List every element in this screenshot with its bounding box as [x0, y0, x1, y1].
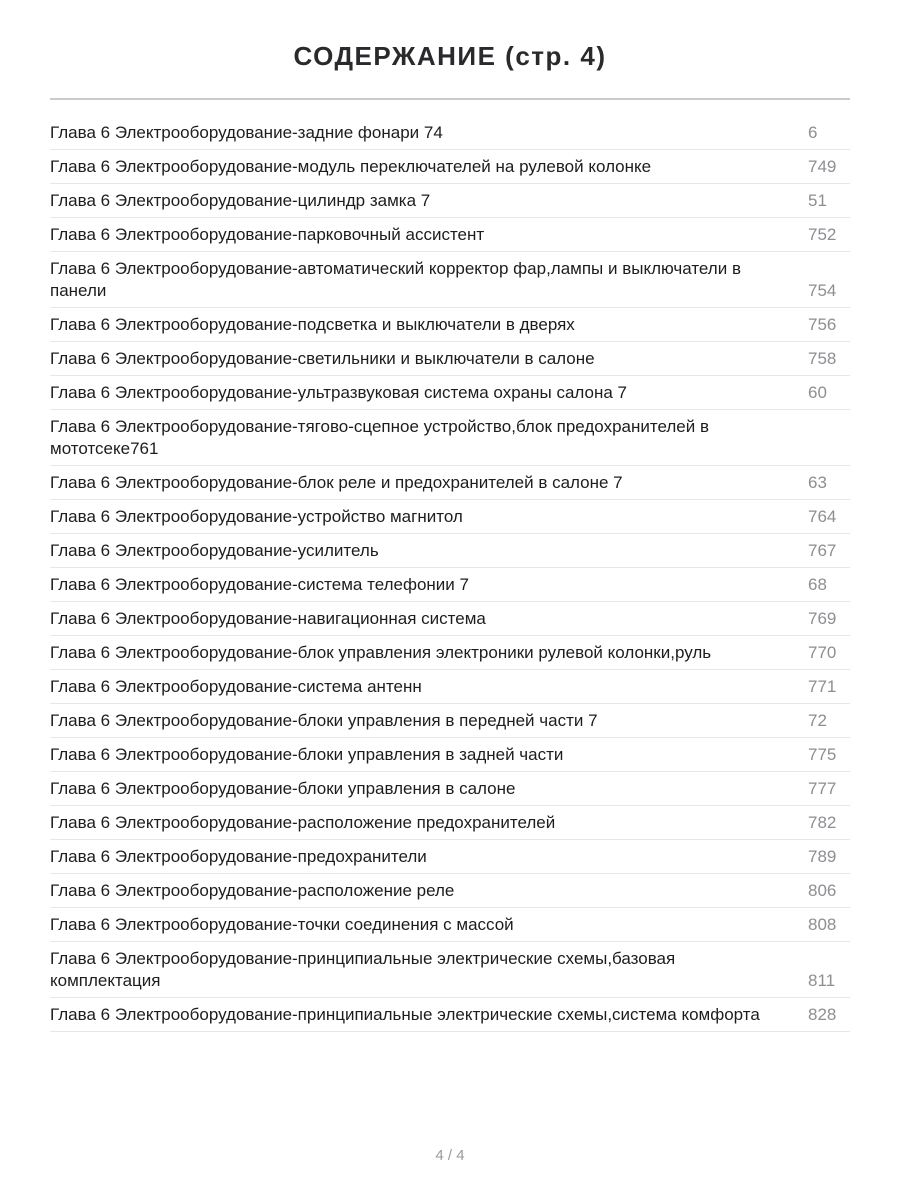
toc-entry-page: 51: [808, 191, 827, 210]
toc-entry[interactable]: [50, 308, 850, 342]
toc-entry-title: Глава 6 Электрооборудование-предохранители: [50, 847, 427, 866]
toc-entry-page: 811: [808, 971, 836, 990]
toc-entry[interactable]: [50, 150, 850, 184]
toc-entry-title: Глава 6 Электрооборудование-блоки управления в передней части 7: [50, 711, 598, 730]
toc-entry-page: 828: [808, 1005, 837, 1024]
toc-entry[interactable]: [50, 342, 850, 376]
toc-entry-title: Глава 6 Электрооборудование-цилиндр замка 7: [50, 191, 431, 210]
toc-entry[interactable]: [50, 874, 850, 908]
toc-entry-title: Глава 6 Электрооборудование-принципиальные электрические схемы,система комфорта: [50, 1005, 760, 1024]
toc-entry-title: Глава 6 Электрооборудование-парковочный ассистент: [50, 225, 485, 244]
toc-entry-page: 6: [808, 123, 818, 142]
toc-entry[interactable]: [50, 806, 850, 840]
toc-entry-title: Глава 6 Электрооборудование-модуль переключателей на рулевой колонке: [50, 157, 652, 176]
toc-entry[interactable]: [50, 998, 850, 1032]
toc-entry[interactable]: [50, 252, 850, 308]
toc-entry[interactable]: [50, 376, 850, 410]
toc-entry-page: 771: [808, 677, 837, 696]
toc-entry-page: 754: [808, 281, 837, 300]
toc-entry-title: Глава 6 Электрооборудование-тягово-сцепное устройство,блок предохранителей в мототсеке761: [50, 417, 709, 458]
toc-entry[interactable]: [50, 500, 850, 534]
toc-entry-page: 789: [808, 847, 837, 866]
toc-entry-title: Глава 6 Электрооборудование-навигационная система: [50, 609, 486, 628]
title-divider: [50, 98, 850, 100]
toc-entry-page: 775: [808, 745, 837, 764]
toc-entry-title: Глава 6 Электрооборудование-автоматический корректор фар,лампы и выключатели в панели: [50, 259, 741, 300]
toc-entry-page: 782: [808, 813, 837, 832]
toc-entry[interactable]: [50, 602, 850, 636]
toc-entry-page: 72: [808, 711, 827, 730]
toc-entry-title: Глава 6 Электрооборудование-блок реле и предохранителей в салоне 7: [50, 473, 623, 492]
toc-entry-page: 756: [808, 315, 837, 334]
toc-entry-page: 770: [808, 643, 837, 662]
toc-entry[interactable]: [50, 942, 850, 998]
toc-entry-title: Глава 6 Электрооборудование-подсветка и выключатели в дверях: [50, 315, 575, 334]
toc-entry[interactable]: [50, 410, 850, 466]
toc-entry[interactable]: [50, 636, 850, 670]
toc-entry-page: 60: [808, 383, 827, 402]
toc-entry[interactable]: [50, 840, 850, 874]
toc-entry-title: Глава 6 Электрооборудование-система телефонии 7: [50, 575, 469, 594]
page-title: СОДЕРЖАНИЕ (стр. 4): [293, 41, 607, 71]
toc-entry-title: Глава 6 Электрооборудование-ультразвуковая система охраны салона 7: [50, 383, 627, 402]
toc-entry-title: Глава 6 Электрооборудование-усилитель: [50, 541, 379, 560]
toc-entry-page: 777: [808, 779, 837, 798]
toc-entry-title: Глава 6 Электрооборудование-задние фонари 74: [50, 123, 443, 142]
toc-entry[interactable]: [50, 184, 850, 218]
toc-entry[interactable]: [50, 534, 850, 568]
toc-entry[interactable]: [50, 704, 850, 738]
toc-entry-title: Глава 6 Электрооборудование-блок управления электроники рулевой колонки,руль: [50, 643, 712, 662]
toc-entry[interactable]: [50, 218, 850, 252]
toc-entry[interactable]: [50, 466, 850, 500]
toc-entry-title: Глава 6 Электрооборудование-устройство магнитол: [50, 507, 463, 526]
page-indicator: 4 / 4: [435, 1147, 465, 1164]
toc-entry-page: 749: [808, 157, 837, 176]
toc-entry[interactable]: [50, 908, 850, 942]
toc-entry-page: 752: [808, 225, 837, 244]
toc-entry[interactable]: [50, 116, 850, 150]
toc-entry-page: 764: [808, 507, 837, 526]
toc-entry-page: 63: [808, 473, 827, 492]
toc-entry-title: Глава 6 Электрооборудование-принципиальные электрические схемы,базовая комплектация: [50, 949, 676, 990]
toc-entry[interactable]: [50, 738, 850, 772]
toc-entry-page: 758: [808, 349, 837, 368]
toc-entry-title: Глава 6 Электрооборудование-точки соединения с массой: [50, 915, 514, 934]
toc-entry[interactable]: [50, 772, 850, 806]
toc-entry-title: Глава 6 Электрооборудование-расположение предохранителей: [50, 813, 556, 832]
toc-entry-title: Глава 6 Электрооборудование-светильники и выключатели в салоне: [50, 349, 595, 368]
toc-list: [50, 116, 850, 1032]
toc-entry-page: 808: [808, 915, 837, 934]
toc-entry-title: Глава 6 Электрооборудование-расположение реле: [50, 881, 455, 900]
toc-entry-page: 769: [808, 609, 837, 628]
toc-entry-page: 68: [808, 575, 827, 594]
toc-entry[interactable]: [50, 568, 850, 602]
toc-entry-title: Глава 6 Электрооборудование-блоки управления в салоне: [50, 779, 516, 798]
toc-entry-page: 806: [808, 881, 837, 900]
toc-entry-title: Глава 6 Электрооборудование-блоки управления в задней части: [50, 745, 564, 764]
toc-entry-page: 767: [808, 541, 837, 560]
toc-entry[interactable]: [50, 670, 850, 704]
toc-entry-title: Глава 6 Электрооборудование-система антенн: [50, 677, 422, 696]
